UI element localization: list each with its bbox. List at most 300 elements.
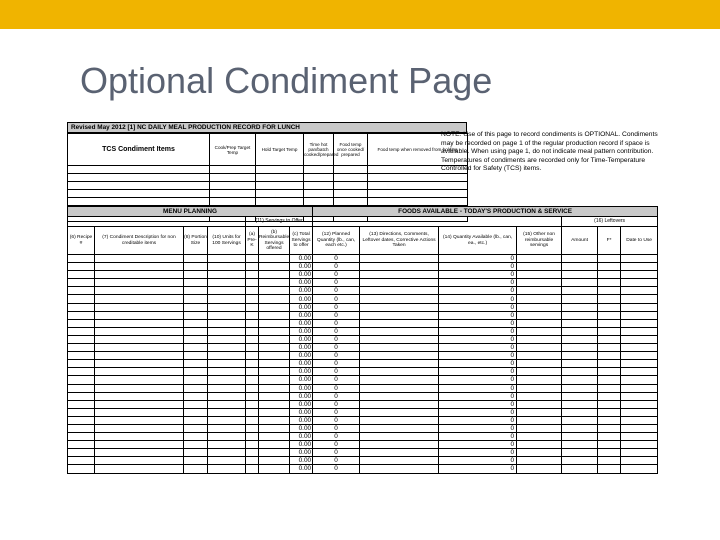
table-cell (562, 271, 598, 279)
table-cell (360, 263, 439, 271)
table-cell (621, 295, 658, 303)
tcs-cell (68, 190, 210, 198)
table-cell (184, 424, 208, 432)
table-cell (562, 400, 598, 408)
quantity-available-cell: 0 (439, 368, 517, 376)
table-cell (246, 335, 259, 343)
table-cell (208, 408, 246, 416)
table-cell (68, 319, 95, 327)
table-cell (360, 271, 439, 279)
table-cell (259, 311, 290, 319)
table-cell (598, 400, 621, 408)
table-cell (259, 344, 290, 352)
table-cell (598, 416, 621, 424)
tcs-header-food-temp-cooked: Food temp once cooked/ prepared (334, 134, 368, 166)
planned-quantity-cell: 0 (313, 449, 360, 457)
table-cell (184, 400, 208, 408)
table-cell (621, 255, 658, 263)
quantity-available-cell: 0 (439, 271, 517, 279)
table-cell (360, 465, 439, 473)
planned-quantity-cell: 0 (313, 408, 360, 416)
section-leftovers: (16) Leftovers (562, 217, 658, 227)
table-cell (259, 335, 290, 343)
planned-quantity-cell: 0 (313, 400, 360, 408)
table-cell (208, 457, 246, 465)
table-row (68, 344, 658, 352)
table-cell (562, 449, 598, 457)
table-cell (517, 441, 562, 449)
tcs-header-time-cooked: Time hot pan/batch cooked/prepared (304, 134, 334, 166)
table-cell (562, 368, 598, 376)
table-cell (621, 303, 658, 311)
table-cell (598, 311, 621, 319)
tcs-cell (304, 190, 334, 198)
table-cell (598, 335, 621, 343)
table-cell (95, 311, 184, 319)
table-cell (360, 416, 439, 424)
table-cell (184, 287, 208, 295)
planned-quantity-cell: 0 (313, 271, 360, 279)
table-cell (208, 319, 246, 327)
quantity-available-cell: 0 (439, 457, 517, 465)
table-cell (259, 295, 290, 303)
table-cell (360, 319, 439, 327)
tcs-header-cook-temp: Cook/Prep Target Temp (210, 134, 256, 166)
total-servings-cell: 0.00 (290, 376, 313, 384)
table-cell (95, 368, 184, 376)
table-cell (598, 271, 621, 279)
table-cell (246, 368, 259, 376)
total-servings-cell: 0.00 (290, 424, 313, 432)
table-cell (517, 457, 562, 465)
col-total-servings: (c) Total Servings to offer (290, 227, 313, 255)
tcs-cell (256, 198, 304, 206)
table-cell (95, 360, 184, 368)
quantity-available-cell: 0 (439, 392, 517, 400)
table-cell (360, 457, 439, 465)
table-cell (259, 465, 290, 473)
table-cell (95, 376, 184, 384)
planned-quantity-cell: 0 (313, 424, 360, 432)
col-portion-size: (8) Portion Size (184, 227, 208, 255)
tcs-cell (256, 182, 304, 190)
table-cell (621, 279, 658, 287)
col-other-servings: (15) Other non reimbursable servings (517, 227, 562, 255)
table-cell (598, 368, 621, 376)
table-cell (360, 449, 439, 457)
planned-quantity-cell: 0 (313, 335, 360, 343)
table-cell (621, 441, 658, 449)
quantity-available-cell: 0 (439, 344, 517, 352)
table-cell (360, 327, 439, 335)
quantity-available-cell: 0 (439, 441, 517, 449)
table-cell (184, 360, 208, 368)
table-cell (68, 327, 95, 335)
slide-top-accent-bar (0, 0, 720, 29)
table-cell (517, 271, 562, 279)
tcs-cell (256, 190, 304, 198)
table-cell (184, 303, 208, 311)
table-cell (246, 360, 259, 368)
table-cell (246, 311, 259, 319)
col-condiment-description: (7) Condiment Description for non creditable items (95, 227, 184, 255)
table-cell (517, 368, 562, 376)
total-servings-cell: 0.00 (290, 279, 313, 287)
table-cell (184, 384, 208, 392)
table-cell (184, 457, 208, 465)
table-cell (562, 344, 598, 352)
table-cell (360, 433, 439, 441)
total-servings-cell: 0.00 (290, 384, 313, 392)
table-cell (68, 408, 95, 416)
table-cell (517, 376, 562, 384)
quantity-available-cell: 0 (439, 416, 517, 424)
table-cell (208, 287, 246, 295)
table-cell (360, 360, 439, 368)
planned-quantity-cell: 0 (313, 457, 360, 465)
table-cell (95, 263, 184, 271)
tcs-cell (68, 166, 210, 174)
table-cell (598, 319, 621, 327)
table-cell (246, 255, 259, 263)
table-cell (184, 352, 208, 360)
table-cell (246, 392, 259, 400)
table-cell (259, 449, 290, 457)
table-cell (68, 384, 95, 392)
planned-quantity-cell: 0 (313, 295, 360, 303)
table-cell (208, 449, 246, 457)
total-servings-cell: 0.00 (290, 344, 313, 352)
planned-quantity-cell: 0 (313, 360, 360, 368)
tcs-header-food-temp-removed: Food temp when removed from holding (368, 134, 468, 166)
table-cell (517, 416, 562, 424)
table-cell (360, 400, 439, 408)
table-cell (562, 433, 598, 441)
table-row (68, 376, 658, 384)
tcs-row (68, 182, 468, 190)
quantity-available-cell: 0 (439, 360, 517, 368)
table-cell (208, 424, 246, 432)
table-cell (517, 408, 562, 416)
table-cell (95, 352, 184, 360)
table-cell (562, 457, 598, 465)
table-cell (208, 303, 246, 311)
tcs-cell (210, 190, 256, 198)
table-cell (208, 433, 246, 441)
table-cell (562, 360, 598, 368)
tcs-cell (304, 174, 334, 182)
total-servings-cell: 0.00 (290, 441, 313, 449)
table-row (68, 327, 658, 335)
table-cell (68, 449, 95, 457)
tcs-cell (68, 182, 210, 190)
table-cell (259, 424, 290, 432)
table-cell (562, 352, 598, 360)
table-cell (246, 457, 259, 465)
col-recipe-number: (6) Recipe # (68, 227, 95, 255)
table-cell (259, 457, 290, 465)
menu-planning-table (67, 206, 658, 474)
table-cell (259, 368, 290, 376)
table-cell (184, 279, 208, 287)
tcs-cell (304, 198, 334, 206)
tcs-cell (256, 174, 304, 182)
table-cell (208, 279, 246, 287)
table-cell (621, 457, 658, 465)
table-cell (95, 303, 184, 311)
form-header: Revised May 2012 [1] NC DAILY MEAL PRODUCTION RECORD FOR LUNCH (67, 122, 467, 133)
table-cell (598, 279, 621, 287)
table-cell (208, 392, 246, 400)
table-cell (246, 424, 259, 432)
table-cell (68, 255, 95, 263)
table-row (68, 255, 658, 263)
tcs-cell (334, 190, 368, 198)
table-cell (95, 441, 184, 449)
table-cell (621, 465, 658, 473)
total-servings-cell: 0.00 (290, 368, 313, 376)
table-row (68, 392, 658, 400)
tcs-cell (334, 182, 368, 190)
table-cell (598, 344, 621, 352)
table-cell (360, 344, 439, 352)
table-row (68, 311, 658, 319)
table-row (68, 433, 658, 441)
table-cell (95, 279, 184, 287)
table-cell (184, 271, 208, 279)
table-cell (517, 449, 562, 457)
table-cell (208, 376, 246, 384)
table-cell (360, 408, 439, 416)
table-cell (621, 263, 658, 271)
tcs-cell (210, 198, 256, 206)
total-servings-cell: 0.00 (290, 335, 313, 343)
table-cell (208, 327, 246, 335)
table-cell (184, 295, 208, 303)
table-cell (517, 319, 562, 327)
table-cell (360, 441, 439, 449)
tcs-cell (210, 166, 256, 174)
total-servings-cell: 0.00 (290, 457, 313, 465)
table-cell (184, 255, 208, 263)
table-row (68, 271, 658, 279)
optional-page-note: NOTE: Use of this page to record condiments is OPTIONAL. Condiments may be recorded on page 1 of the regular production record if space is available. When using page 1, do not indicate meal pattern contribution. Temperatures of condiments are recorded only for Time-Temperature Controlled for Safety (TCS) items. (441, 131, 658, 173)
table-cell (95, 449, 184, 457)
table-cell (68, 287, 95, 295)
table-cell (68, 311, 95, 319)
table-cell (68, 263, 95, 271)
table-cell (562, 311, 598, 319)
table-cell (598, 433, 621, 441)
col-date-to-use: Date to Use (621, 227, 658, 255)
table-cell (246, 449, 259, 457)
planned-quantity-cell: 0 (313, 368, 360, 376)
total-servings-cell: 0.00 (290, 433, 313, 441)
table-cell (95, 344, 184, 352)
table-cell (598, 465, 621, 473)
table-cell (259, 303, 290, 311)
total-servings-cell: 0.00 (290, 287, 313, 295)
tcs-row (68, 166, 468, 174)
table-cell (360, 295, 439, 303)
table-cell (68, 352, 95, 360)
table-cell (517, 303, 562, 311)
table-cell (68, 433, 95, 441)
table-cell (184, 433, 208, 441)
tcs-cell (68, 198, 210, 206)
total-servings-cell: 0.00 (290, 271, 313, 279)
quantity-available-cell: 0 (439, 255, 517, 263)
table-cell (259, 384, 290, 392)
table-cell (95, 295, 184, 303)
table-cell (562, 465, 598, 473)
total-servings-cell: 0.00 (290, 303, 313, 311)
table-cell (208, 465, 246, 473)
table-cell (598, 424, 621, 432)
table-cell (517, 352, 562, 360)
table-cell (68, 416, 95, 424)
tcs-cell (334, 198, 368, 206)
planned-quantity-cell: 0 (313, 416, 360, 424)
table-cell (562, 287, 598, 295)
table-cell (360, 424, 439, 432)
total-servings-cell: 0.00 (290, 311, 313, 319)
col-directions-comments: (13) Directions, Comments, Leftover dates, Corrective Actions Taken (360, 227, 439, 255)
table-cell (360, 392, 439, 400)
tcs-cell (304, 166, 334, 174)
quantity-available-cell: 0 (439, 279, 517, 287)
table-row (68, 287, 658, 295)
table-cell (208, 311, 246, 319)
table-cell (246, 408, 259, 416)
table-cell (517, 400, 562, 408)
table-cell (208, 255, 246, 263)
table-cell (621, 319, 658, 327)
tcs-cell (368, 174, 468, 182)
table-cell (517, 335, 562, 343)
table-row (68, 384, 658, 392)
table-cell (598, 376, 621, 384)
slide-title: Optional Condiment Page (80, 60, 493, 101)
tcs-row (68, 174, 468, 182)
table-cell (184, 441, 208, 449)
table-cell (598, 327, 621, 335)
table-cell (621, 271, 658, 279)
total-servings-cell: 0.00 (290, 360, 313, 368)
table-cell (598, 303, 621, 311)
table-cell (562, 441, 598, 449)
total-servings-cell: 0.00 (290, 295, 313, 303)
table-cell (208, 335, 246, 343)
table-cell (562, 424, 598, 432)
table-cell (562, 327, 598, 335)
table-cell (562, 376, 598, 384)
table-cell (360, 376, 439, 384)
table-cell (621, 392, 658, 400)
table-cell (259, 360, 290, 368)
table-cell (246, 400, 259, 408)
col-quantity-available: (14) Quantity Available (lb., can, ea., etc.) (439, 227, 517, 255)
col-leftover-amount: Amount (562, 227, 598, 255)
table-cell (95, 255, 184, 263)
table-cell (95, 408, 184, 416)
col-pre-k: (a) Pre-K (246, 227, 259, 255)
table-cell (517, 295, 562, 303)
total-servings-cell: 0.00 (290, 449, 313, 457)
table-cell (246, 327, 259, 335)
table-cell (68, 424, 95, 432)
table-cell (208, 416, 246, 424)
table-cell (562, 263, 598, 271)
total-servings-cell: 0.00 (290, 465, 313, 473)
table-cell (95, 392, 184, 400)
table-cell (68, 335, 95, 343)
table-cell (184, 392, 208, 400)
table-cell (621, 352, 658, 360)
table-cell (95, 327, 184, 335)
table-cell (259, 271, 290, 279)
table-cell (621, 408, 658, 416)
tcs-cell (368, 182, 468, 190)
table-cell (246, 433, 259, 441)
table-cell (259, 416, 290, 424)
table-cell (259, 376, 290, 384)
table-cell (517, 384, 562, 392)
table-cell (517, 344, 562, 352)
table-cell (184, 376, 208, 384)
planned-quantity-cell: 0 (313, 287, 360, 295)
table-cell (598, 441, 621, 449)
total-servings-cell: 0.00 (290, 319, 313, 327)
tcs-cell (368, 190, 468, 198)
table-cell (621, 433, 658, 441)
table-cell (598, 263, 621, 271)
table-cell (68, 457, 95, 465)
table-cell (598, 287, 621, 295)
table-cell (208, 360, 246, 368)
table-cell (95, 287, 184, 295)
table-cell (517, 424, 562, 432)
quantity-available-cell: 0 (439, 319, 517, 327)
table-row (68, 335, 658, 343)
table-cell (517, 433, 562, 441)
planned-quantity-cell: 0 (313, 303, 360, 311)
table-cell (517, 279, 562, 287)
quantity-available-cell: 0 (439, 408, 517, 416)
quantity-available-cell: 0 (439, 335, 517, 343)
quantity-available-cell: 0 (439, 295, 517, 303)
section-menu-planning: MENU PLANNING (68, 207, 313, 217)
table-cell (562, 408, 598, 416)
table-cell (184, 416, 208, 424)
table-cell (68, 392, 95, 400)
planned-quantity-cell: 0 (313, 441, 360, 449)
table-cell (68, 271, 95, 279)
total-servings-cell: 0.00 (290, 255, 313, 263)
table-cell (517, 311, 562, 319)
table-cell (246, 416, 259, 424)
tcs-cell (304, 182, 334, 190)
table-cell (621, 335, 658, 343)
table-cell (621, 327, 658, 335)
table-cell (95, 424, 184, 432)
table-row (68, 279, 658, 287)
table-cell (259, 352, 290, 360)
section-foods-available: FOODS AVAILABLE - TODAY'S PRODUCTION & SERVICE (313, 207, 658, 217)
quantity-available-cell: 0 (439, 384, 517, 392)
table-cell (208, 441, 246, 449)
table-row (68, 319, 658, 327)
